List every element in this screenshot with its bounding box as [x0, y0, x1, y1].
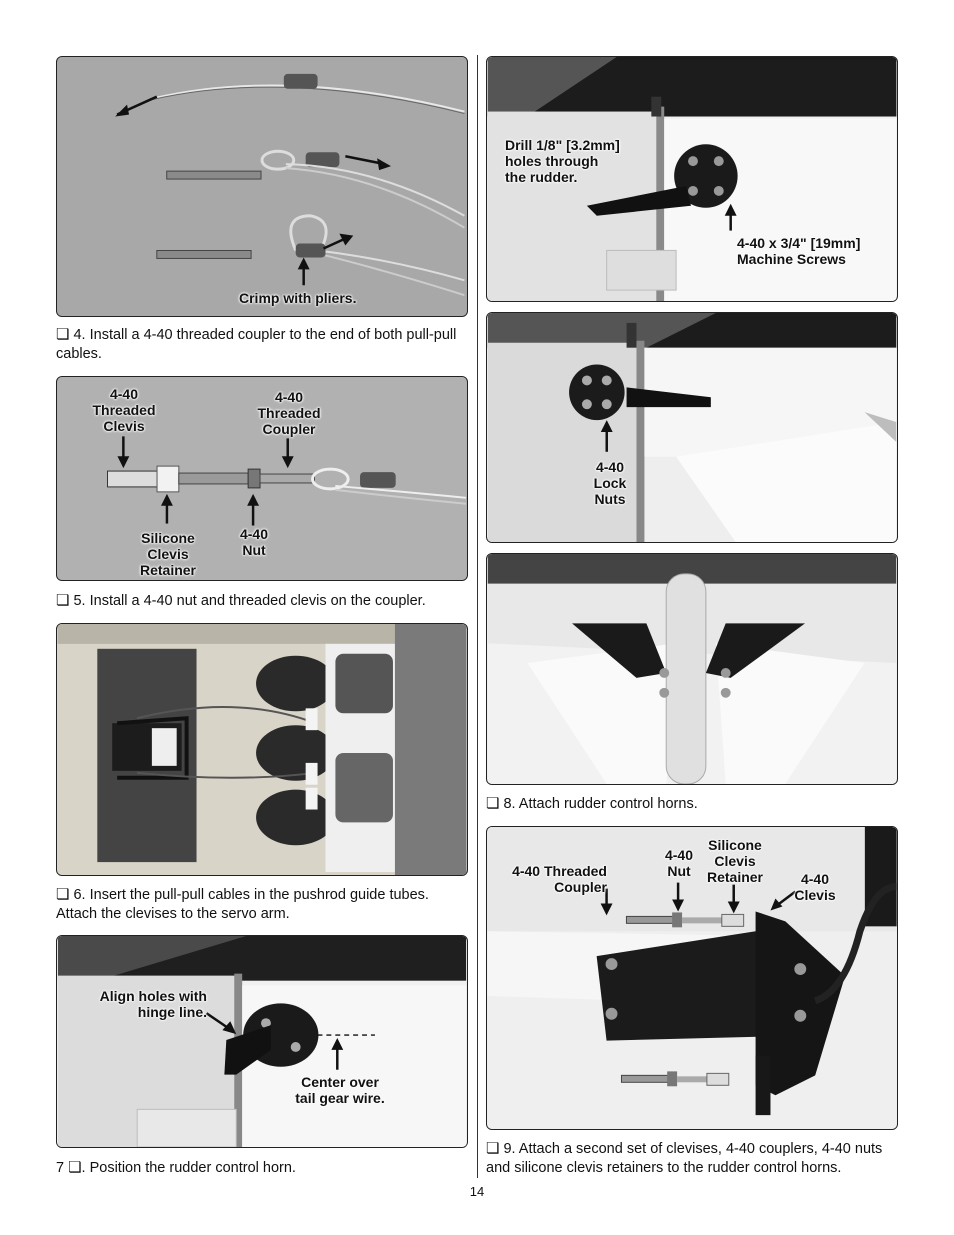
- photo-rudder-horns: [486, 553, 898, 785]
- photo-clevis-assembly: [56, 376, 468, 581]
- label-threaded-coupler-9: 4-40 Threaded Coupler: [512, 863, 607, 895]
- caption-step-5: [56, 591, 469, 611]
- lock-nuts-illustration: [487, 313, 897, 542]
- label-silicone-clevis-retainer: Silicone Clevis Retainer: [139, 530, 197, 578]
- servo-tray-illustration: [57, 624, 467, 875]
- label-nut-9: 4-40 Nut: [664, 847, 694, 879]
- caption-step-9-text: 9. Attach a second set of clevises, 4-40 couplers, 4-40 nuts and silicone clevis retainers to the rudder control horns.: [486, 1141, 883, 1176]
- caption-step-6: [56, 885, 469, 924]
- label-drill-holes: Drill 1/8" [3.2mm] holes through the rudder.: [505, 137, 620, 185]
- column-divider: [477, 55, 478, 1178]
- photo-lock-nuts: [486, 312, 898, 543]
- caption-step-7-text: . Position the rudder control horn.: [81, 1160, 296, 1176]
- label-machine-screws: 4-40 x 3/4" [19mm] Machine Screws: [737, 235, 861, 267]
- caption-step-4-text: 4. Install a 4-40 threaded coupler to the end of both pull-pull cables.: [56, 327, 457, 362]
- label-silicone-clevis-retainer-9: Silicone Clevis Retainer: [706, 837, 764, 885]
- caption-step-7-prefix: 7: [56, 1160, 69, 1176]
- caption-step-8-text: 8. Attach rudder control horns.: [499, 796, 698, 812]
- label-threaded-clevis: 4-40 Threaded Clevis: [92, 386, 156, 434]
- caption-step-9: [486, 1139, 899, 1178]
- checkbox-icon[interactable]: ❏: [68, 1159, 82, 1176]
- label-clevis-9: 4-40 Clevis: [794, 871, 836, 903]
- label-center-over-gear-wire: Center over tail gear wire.: [295, 1074, 385, 1106]
- caption-step-5-text: 5. Install a 4-40 nut and threaded clevis on the coupler.: [69, 593, 426, 609]
- photo-servo-tray: [56, 623, 468, 876]
- page-number: 14: [469, 1184, 485, 1199]
- photo-horn-position: [56, 935, 468, 1148]
- horn-position-illustration: [57, 936, 467, 1147]
- caption-step-8: [486, 794, 899, 814]
- checkbox-icon[interactable]: ❏: [486, 1140, 500, 1157]
- checkbox-icon[interactable]: ❏: [56, 886, 70, 903]
- caption-step-7: [56, 1158, 469, 1178]
- checkbox-icon[interactable]: ❏: [56, 592, 70, 609]
- label-crimp-with-pliers: Crimp with pliers.: [239, 290, 357, 306]
- photo-cable-crimping: [56, 56, 468, 317]
- cable-crimping-illustration: [57, 57, 467, 316]
- photo-drill-holes: [486, 56, 898, 302]
- label-threaded-coupler: 4-40 Threaded Coupler: [257, 389, 321, 437]
- caption-step-6-text: 6. Insert the pull-pull cables in the pushrod guide tubes. Attach the clevises to the servo arm.: [56, 887, 429, 922]
- photo-second-clevis-set: [486, 826, 898, 1130]
- label-align-holes: Align holes with hinge line.: [99, 988, 207, 1020]
- label-lock-nuts: 4-40 Lock Nuts: [593, 459, 627, 507]
- checkbox-icon[interactable]: ❏: [56, 326, 70, 343]
- label-nut: 4-40 Nut: [239, 526, 269, 558]
- rudder-horns-illustration: [487, 554, 897, 784]
- checkbox-icon[interactable]: ❏: [486, 795, 500, 812]
- caption-step-4: [56, 325, 469, 364]
